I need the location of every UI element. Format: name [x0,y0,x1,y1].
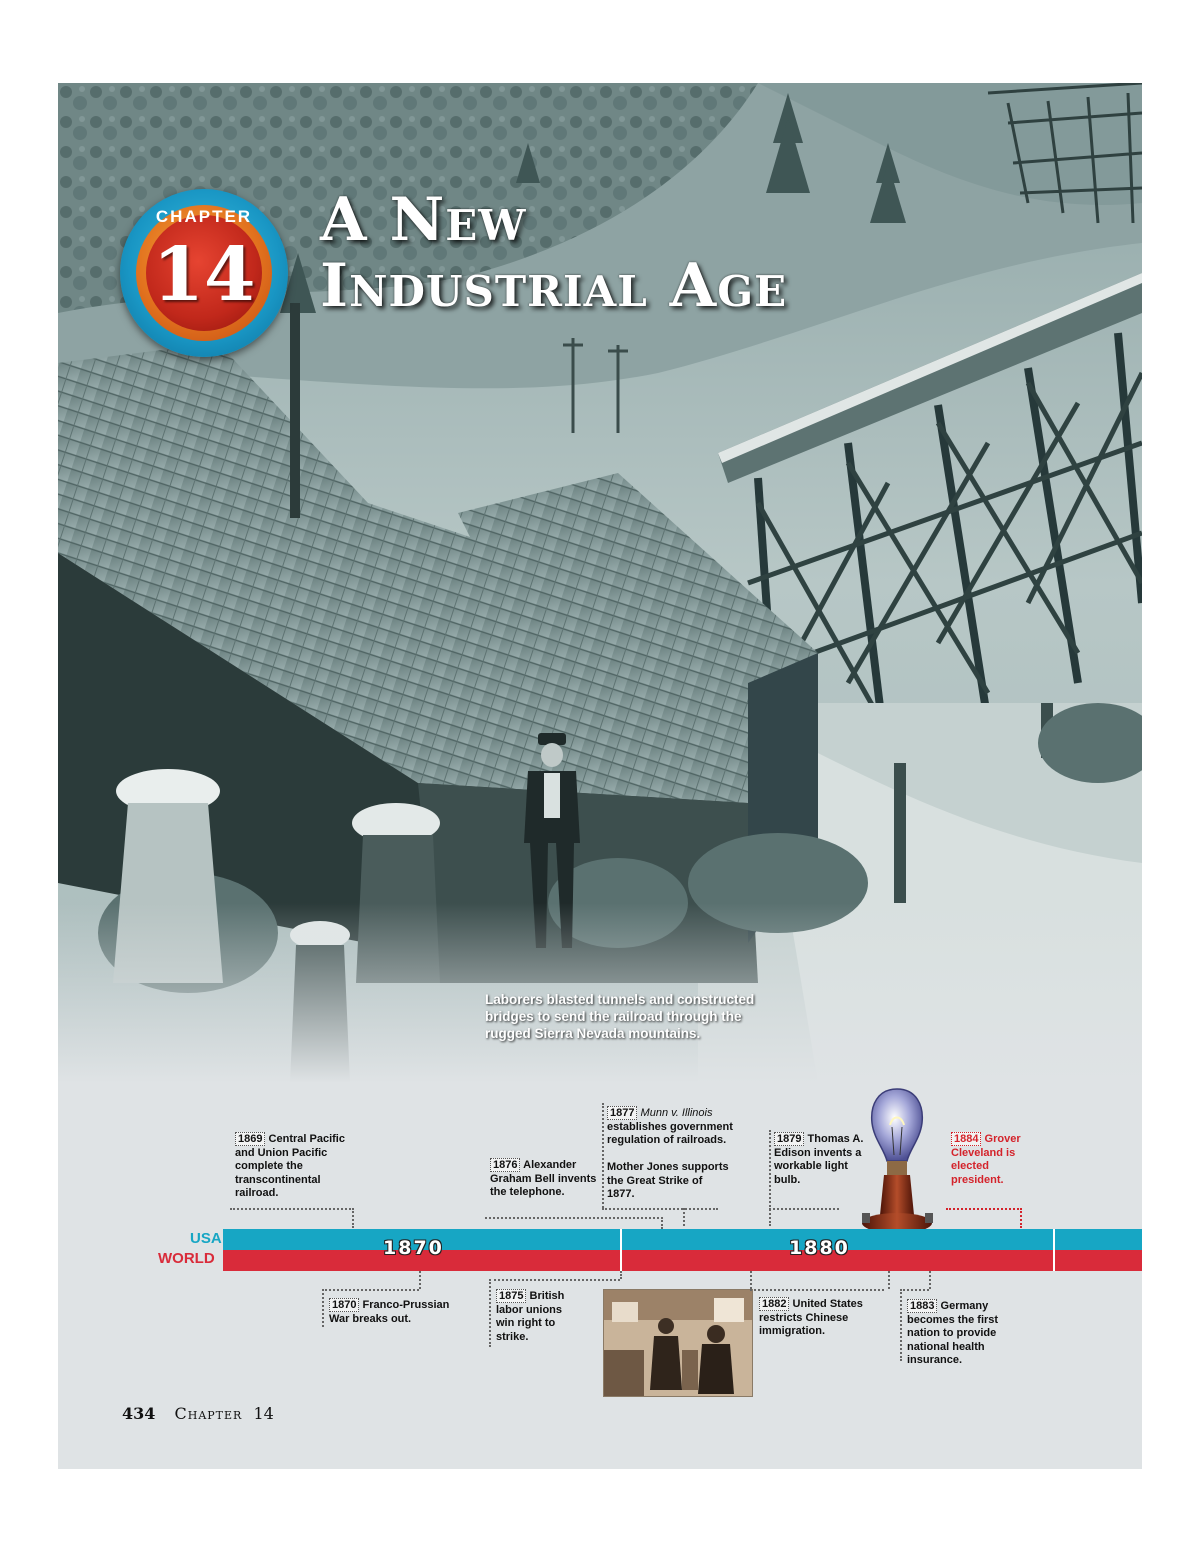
light-bulb-image [860,1085,935,1250]
event-year: 1884 [951,1132,981,1146]
decade-label-1870: 1870 [383,1237,444,1259]
chapter-title-line-2: Industrial Age [320,251,788,321]
leader-line [769,1130,771,1226]
event-text: Central Pacific and Union Pacific complete the transcontinental railroad. [235,1133,345,1199]
event-text: Mother Jones supports the Great Strike of 1877. [607,1161,729,1200]
timeline-world-band [223,1250,1142,1271]
leader-line [900,1289,902,1361]
event-text: Grover Cleveland is elected president. [951,1133,1021,1186]
leader-line [946,1208,1022,1228]
footer-chapter-number: 14 [253,1404,274,1423]
event-text: Thomas A. Edison invents a workable light bulb. [774,1133,864,1186]
leader-line [485,1217,663,1229]
leader-line [750,1289,884,1291]
timeline-event-usa-1869 [235,1133,360,1201]
event-text: British labor unions win right to strike. [496,1290,565,1343]
photo-caption: Laborers blasted tunnels and constructed bridges to send the railroad through the rugged Sierra Nevada mountains. [485,992,755,1041]
event-year: 1869 [235,1132,265,1146]
timeline-event-world-1883 [907,1300,1017,1368]
timeline-event-usa-1877-munn [607,1107,757,1148]
leader-line [489,1279,620,1281]
chapter-badge-word: CHAPTER [155,207,253,226]
decade-label-1880: 1880 [789,1237,850,1259]
timeline-divider-1870s [620,1229,622,1271]
leader-line [602,1208,718,1210]
leader-line [230,1208,354,1228]
event-text: Franco-Prussian War breaks out. [329,1299,450,1325]
event-year: 1870 [329,1298,359,1312]
event-year: 1877 [607,1106,637,1120]
timeline-event-world-1882 [759,1298,889,1339]
timeline-event-usa-1877-strike [607,1161,732,1202]
chapter-number: 14 [152,232,256,318]
chapter-title [320,185,788,321]
leader-line [888,1271,890,1289]
leader-line [322,1289,419,1291]
leader-line [750,1271,752,1289]
usa-label: USA [190,1230,222,1247]
leader-line [419,1271,421,1289]
timeline-divider-1880s [1053,1229,1055,1271]
event-year: 1876 [490,1158,520,1172]
leader-line [602,1103,604,1208]
leader-line [683,1208,685,1226]
event-text: Alexander Graham Bell invents the telephone. [490,1159,597,1198]
chapter-badge [120,189,288,357]
event-text: United States restricts Chinese immigration. [759,1298,863,1337]
timeline-event-usa-1876 [490,1159,600,1200]
timeline-event-usa-1879 [774,1133,864,1187]
event-year: 1875 [496,1289,526,1303]
event-case-name: Munn v. Illinois [640,1107,713,1119]
leader-line [900,1289,929,1291]
event-text: establishes government regulation of railroads. [607,1120,733,1146]
page-number: 434 [122,1404,156,1423]
event-text: Germany becomes the first nation to provide national health insurance. [907,1300,999,1366]
footer-chapter-word: Chapter [174,1404,243,1423]
world-label: WORLD [158,1250,215,1267]
timeline-usa-band [223,1229,1142,1250]
leader-line [769,1208,839,1210]
event-year: 1882 [759,1297,789,1311]
leader-line [929,1271,931,1289]
leader-line [489,1279,491,1347]
timeline-event-usa-1884 [951,1133,1026,1187]
timeline-event-world-1870 [329,1299,469,1326]
leader-line [620,1271,622,1279]
mother-jones-photo [603,1289,753,1397]
leader-line [322,1289,324,1327]
event-year: 1879 [774,1132,804,1146]
event-year: 1883 [907,1299,937,1313]
chapter-title-line-1: A New [320,185,527,255]
page-footer [122,1404,274,1423]
timeline-event-world-1875 [496,1290,576,1344]
